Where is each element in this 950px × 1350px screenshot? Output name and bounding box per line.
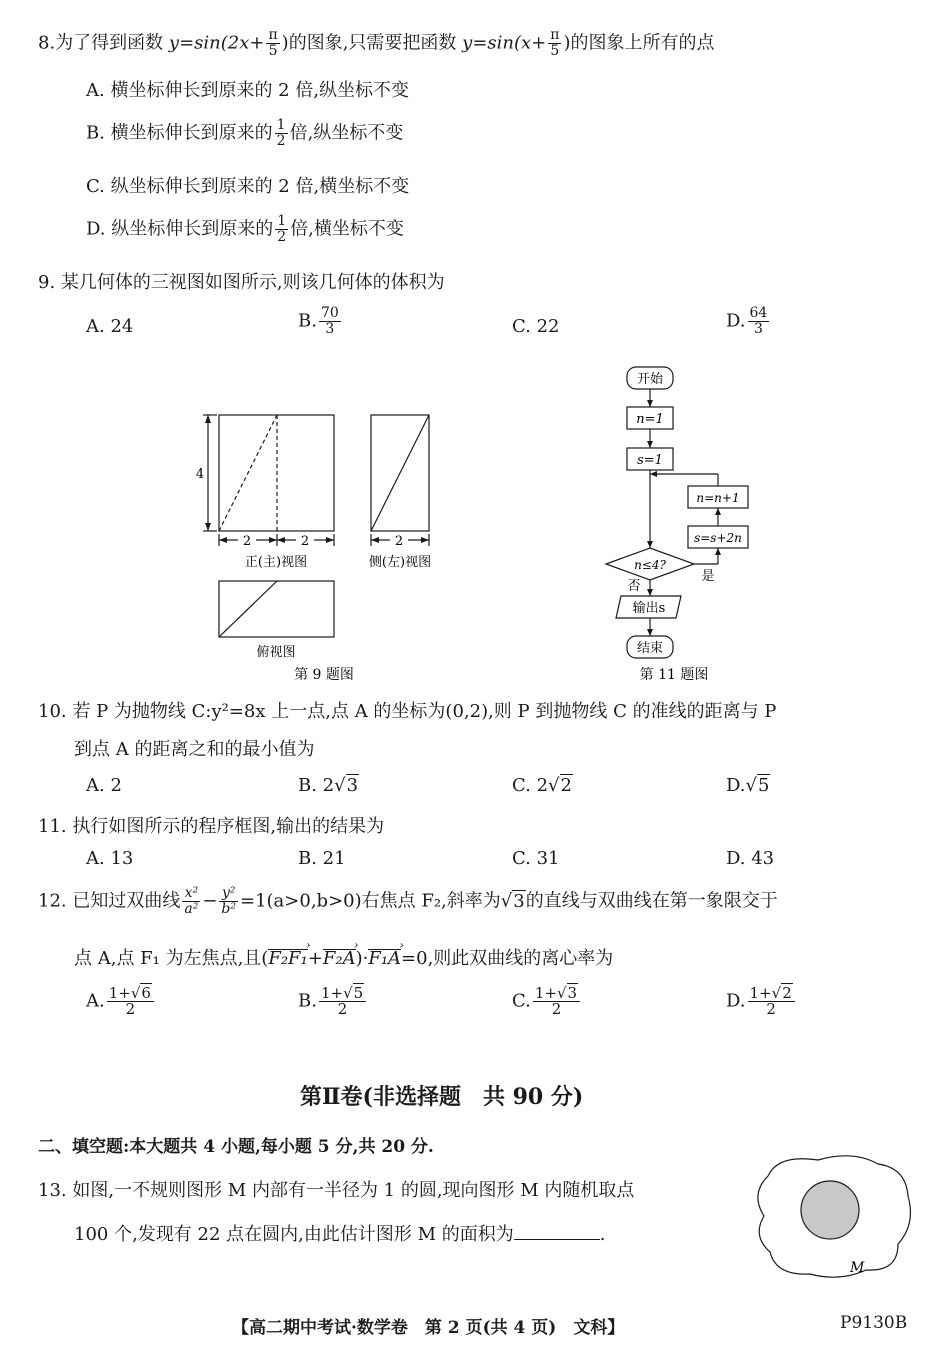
- flow-yes-label: 是: [701, 569, 715, 584]
- flow-n1-text: n=1: [636, 412, 664, 427]
- q12-option-c: C. $\frac{1+√3}{2}$: [512, 986, 582, 1017]
- q9-stem: 9. 某几何体的三视图如图所示,则该几何体的体积为: [38, 272, 445, 293]
- q8-option-d: D. 纵坐标伸长到原来的 $\frac{1}{2}$ 倍,横坐标不变: [86, 213, 404, 245]
- q11-option-c: C. 31: [512, 848, 560, 869]
- q12-stem-line2: 点 A,点 F₁ 为左焦点,且(F₂F₁ ›+F₂A ›)·F₁A ›=0,则此双曲线的离心率为: [74, 944, 613, 970]
- flow-condition-text: n≤4?: [634, 558, 666, 572]
- footer-text: 【高二期中考试·数学卷 第 2 页(共 4 页) 文科】: [232, 1318, 625, 1338]
- q10-option-b: B. 2√3: [298, 775, 359, 796]
- figure-9-three-views: [190, 400, 470, 690]
- q10-option-d: D.√5: [726, 775, 770, 796]
- flow-start-text: 开始: [636, 372, 664, 387]
- flow-end-text: 结束: [636, 641, 664, 656]
- q10-stem-line1: 10. 若 P 为抛物线 C:y²=8x 上一点,点 A 的坐标为(0,2),则 P 到抛物线 C 的准线的距离与 P: [38, 701, 777, 722]
- q8-stem-a: 为了得到函数: [55, 32, 164, 54]
- q13-figure: [748, 1146, 918, 1286]
- q11-option-b: B. 21: [298, 848, 346, 869]
- side-view-diagonal: [371, 415, 429, 531]
- dim-height-label: 4: [195, 467, 205, 482]
- front-view-label: 正(主)视图: [244, 555, 308, 570]
- q9-option-c: C. 22: [512, 316, 560, 337]
- q12-option-b: B. $\frac{1+√5}{2}$: [298, 986, 368, 1017]
- q11-option-a: A. 13: [86, 848, 134, 869]
- q8-stem: [38, 28, 715, 59]
- figure-11-flowchart: [596, 362, 782, 688]
- q10-option-c: C. 2√2: [512, 775, 572, 796]
- q12-option-a: A. $\frac{1+√6}{2}$: [86, 986, 156, 1017]
- q12-option-d: D. $\frac{1+√2}{2}$: [726, 986, 797, 1017]
- q13-stem-line1: 13. 如图,一不规则图形 M 内部有一半径为 1 的圆,现向图形 M 内随机取点: [38, 1180, 635, 1201]
- q8-frac-pi5-a: $\frac{\pi}{5}$: [268, 27, 278, 59]
- q8-stem-b: 的图象,只需要把函数: [288, 32, 457, 54]
- q12-stem-line1: 12. 已知过双曲线 $\frac{\text{x²}}{\text{a²}}$ − $\frac{\text{y²}}{\text{b²}}$ =1(a>0,b>0)右焦点 F₂,斜率为√3的直线与双曲线在第一象限交于: [38, 885, 778, 917]
- front-view-hidden-diagonal: [219, 415, 277, 531]
- section2-part-heading: 二、填空题:本大题共 4 小题,每小题 5 分,共 20 分.: [38, 1137, 434, 1157]
- q13-stem-line2: 100 个,发现有 22 点在圆内,由此估计图形 M 的面积为 .: [74, 1224, 606, 1245]
- dim-width1-label: 2: [242, 534, 252, 549]
- flow-update-s-text: s=s+2n: [694, 531, 742, 545]
- q8-close-a: ): [281, 32, 289, 54]
- q9-option-b: B. $\frac{70}{3}$: [298, 305, 339, 337]
- q8-number: 8.: [38, 32, 56, 54]
- flow-no-label: 否: [627, 579, 641, 594]
- section2-title: 第Ⅱ卷(非选择题 共 90 分): [300, 1084, 584, 1110]
- q8-func2: y=sin(x+: [462, 32, 547, 54]
- q13-answer-blank[interactable]: [514, 1239, 600, 1240]
- side-view-label: 侧(左)视图: [368, 555, 432, 570]
- q8-close-b: ): [563, 32, 571, 54]
- dim-side-label: 2: [394, 534, 404, 549]
- top-view-rect: [219, 581, 334, 637]
- q11-option-d: D. 43: [726, 848, 775, 869]
- q8-stem-c: 的图象上所有的点: [570, 32, 715, 54]
- top-view-label: 俯视图: [256, 645, 296, 660]
- q9-option-d: D. $\frac{64}{3}$: [726, 305, 768, 337]
- top-view-diagonal: [219, 581, 277, 637]
- q8-frac-pi5-b: $\frac{\pi}{5}$: [550, 27, 560, 59]
- dim-width2-label: 2: [300, 534, 310, 549]
- flow-s1-text: s=1: [637, 453, 663, 468]
- q8-option-c: C. 纵坐标伸长到原来的 2 倍,横坐标不变: [86, 176, 410, 197]
- unit-circle: [801, 1181, 859, 1239]
- flow-update-n-text: n=n+1: [696, 491, 740, 505]
- shape-m-label: M: [850, 1260, 865, 1276]
- figure-9-caption: 第 9 题图: [294, 667, 354, 683]
- figure-11-caption: 第 11 题图: [639, 667, 709, 683]
- flow-output-text: 输出s: [632, 601, 666, 616]
- q8-func1: y=sin(2x+: [168, 32, 265, 54]
- footer-code: P9130B: [840, 1313, 908, 1333]
- q11-stem: 11. 执行如图所示的程序框图,输出的结果为: [38, 816, 385, 837]
- q9-option-a: A. 24: [86, 316, 134, 337]
- q10-stem-line2: 到点 A 的距离之和的最小值为: [74, 739, 315, 760]
- q10-option-a: A. 2: [86, 775, 122, 796]
- q8-option-a: A. 横坐标伸长到原来的 2 倍,纵坐标不变: [86, 80, 410, 101]
- q8-option-b: B. 横坐标伸长到原来的 $\frac{1}{2}$ 倍,纵坐标不变: [86, 117, 404, 149]
